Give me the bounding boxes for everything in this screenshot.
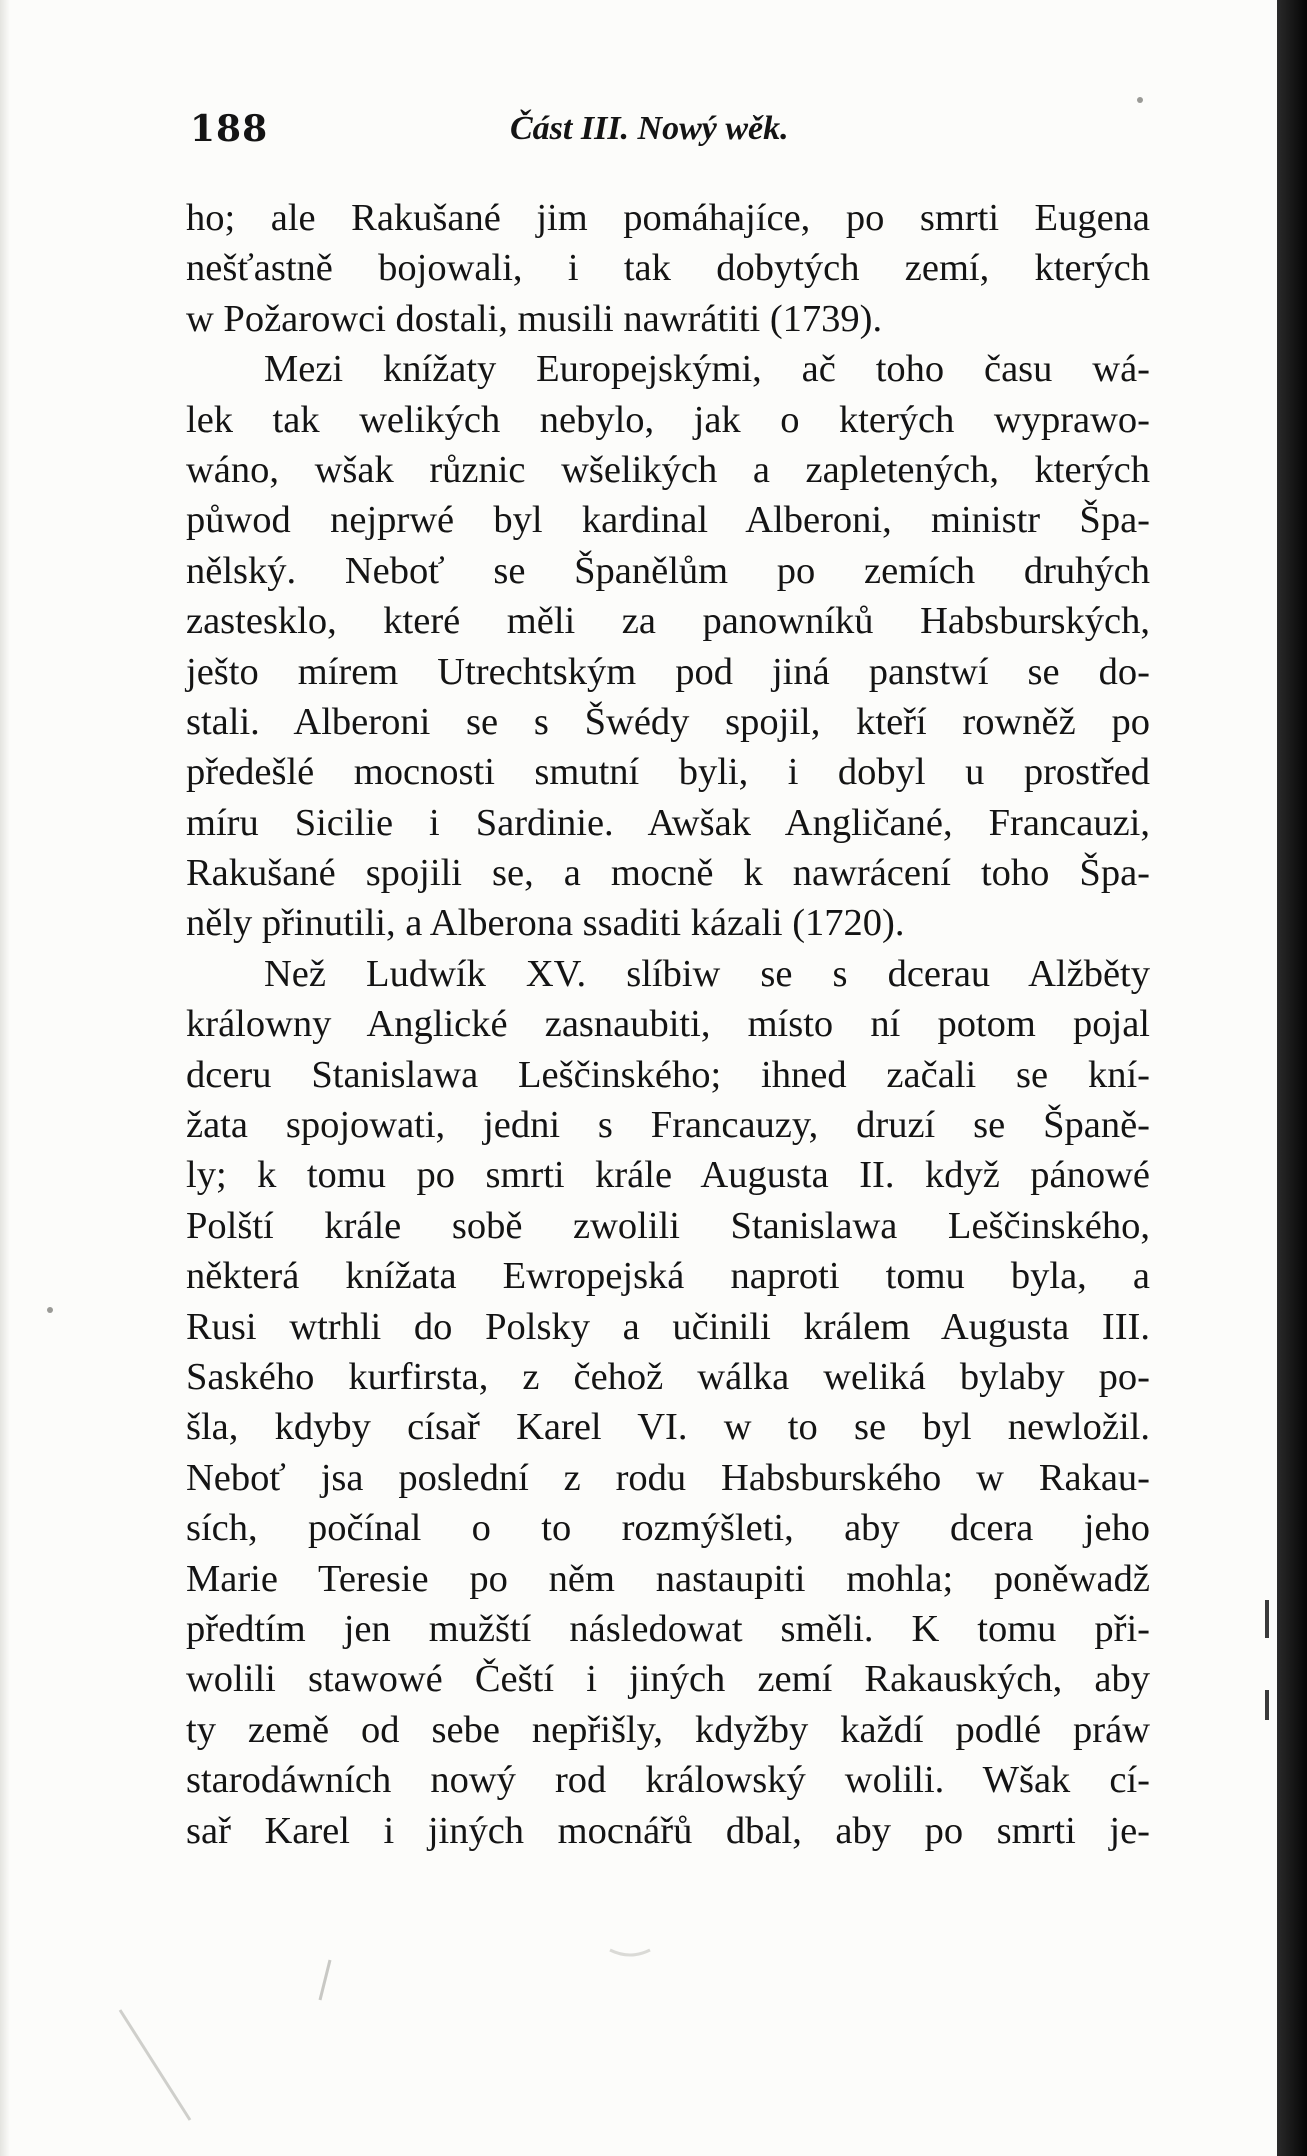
text-line: ty země od sebe nepřišly, kdyžby každí podlé práw bbox=[186, 1708, 1150, 1751]
text-line: w Požarowci dostali, musili nawrátiti (1739). bbox=[186, 297, 883, 340]
text-line: dceru Stanislawa Leščinského; ihned začali se kní- bbox=[186, 1053, 1150, 1096]
text-line: šla, kdyby císař Karel VI. w to se byl newložil. bbox=[186, 1406, 1150, 1449]
running-title: Část III. Nowý wěk. bbox=[510, 110, 789, 147]
text-line: Polští krále sobě zwolili Stanislawa Leščinského, bbox=[186, 1204, 1150, 1247]
text-line: wáno, wšak různic wšelikých a zapletených, kterých bbox=[186, 448, 1150, 491]
text-line: wolili stawowé Čeští i jiných zemí Rakauských, aby bbox=[186, 1658, 1150, 1701]
text-line: nělský. Neboť se Španělům po zemích druhých bbox=[186, 549, 1150, 592]
text-line: nešťastně bojowali, i tak dobytých zemí, kterých bbox=[186, 247, 1150, 290]
text-line: králowny Anglické zasnaubiti, místo ní potom pojal bbox=[186, 1003, 1150, 1046]
text-line: Než Ludwík XV. slíbiw se s dcerau Alžběty bbox=[264, 952, 1150, 995]
margin-mark bbox=[1265, 1600, 1269, 1638]
text-line: sích, počínal o to rozmýšleti, aby dcera jeho bbox=[186, 1507, 1150, 1550]
text-line: předtím jen mužští následowat směli. K tomu při- bbox=[186, 1607, 1150, 1650]
text-line: stali. Alberoni se s Šwédy spojil, kteří rowněž po bbox=[186, 700, 1150, 743]
text-line: ješto mírem Utrechtským pod jiná panstwí se do- bbox=[186, 650, 1150, 693]
text-line: ho; ale Rakušané jim pomáhajíce, po smrti Eugena bbox=[186, 197, 1150, 239]
text-line: půwod nejprwé byl kardinal Alberoni, ministr Špa- bbox=[186, 499, 1150, 542]
text-line: lek tak welikých nebylo, jak o kterých wyprawo- bbox=[186, 398, 1150, 441]
text-line: ly; k tomu po smrti krále Augusta II. když pánowé bbox=[186, 1154, 1150, 1197]
text-line: Rusi wtrhli do Polsky a učinili králem Augusta III. bbox=[186, 1305, 1150, 1348]
margin-mark bbox=[1265, 1690, 1269, 1720]
text-line: starodáwních nowý rod králowský wolili. Wšak cí- bbox=[186, 1759, 1150, 1802]
text-line: Marie Teresie po něm nastaupiti mohla; poněwadž bbox=[186, 1557, 1150, 1600]
text-line: Mezi knížaty Europejskými, ač toho času wá- bbox=[264, 348, 1150, 391]
text-line: Saského kurfirsta, z čehož wálka weliká bylaby po- bbox=[186, 1355, 1150, 1398]
body-text bbox=[186, 193, 1150, 1856]
text-line: sař Karel i jiných mocnářů dbal, aby po smrti je- bbox=[186, 1809, 1150, 1852]
text-line: některá knížata Ewropejská naproti tomu byla, a bbox=[186, 1255, 1150, 1298]
text-line: něly přinutili, a Alberona ssaditi kázali (1720). bbox=[186, 902, 905, 945]
text-line: předešlé mocnosti smutní byli, i dobyl u prostřed bbox=[186, 751, 1150, 794]
page-edge-left bbox=[0, 0, 10, 2156]
text-line: míru Sicilie i Sardinie. Awšak Angličané, Francauzi, bbox=[186, 801, 1150, 844]
text-line: žata spojowati, jedni s Francauzy, druzí se Španě- bbox=[186, 1104, 1150, 1147]
text-line: Rakušané spojili se, a mocně k nawrácení toho Špa- bbox=[186, 852, 1150, 895]
text-line: Neboť jsa poslední z rodu Habsburského w Rakau- bbox=[186, 1456, 1150, 1499]
page-number: 188 bbox=[190, 108, 269, 150]
page-edge-right bbox=[1277, 0, 1307, 2156]
text-line: zastesklo, které měli za panowníků Habsburských, bbox=[186, 600, 1150, 643]
